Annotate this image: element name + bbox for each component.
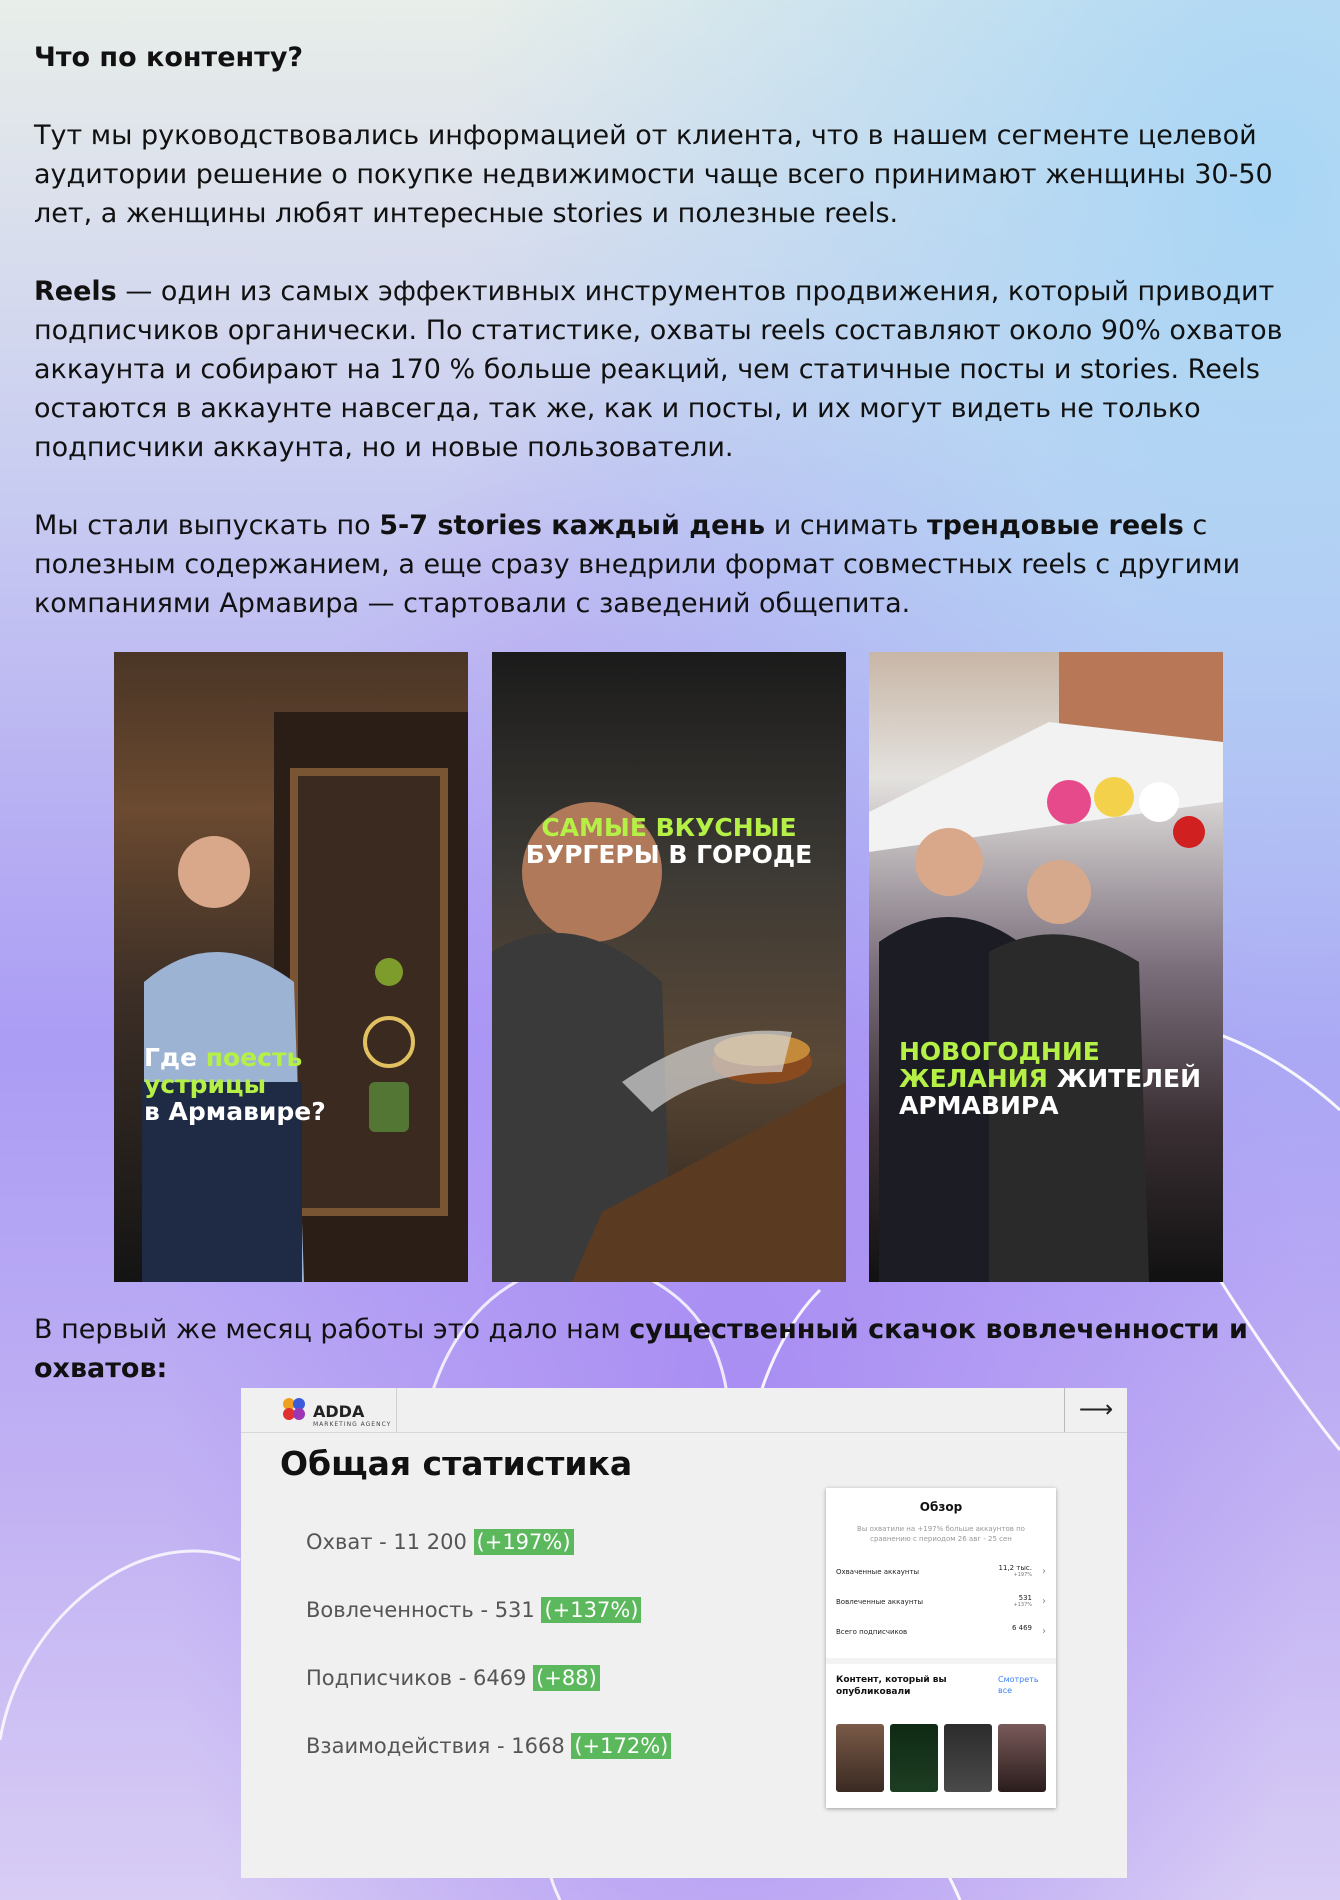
overview-row-value <box>1014 1594 1032 1608</box>
overview-row-label: Вовлеченные аккаунты <box>836 1598 924 1606</box>
overview-row-value <box>1012 1624 1032 1632</box>
overview-row-reach[interactable] <box>836 1564 1046 1586</box>
reel-new-year-scene <box>869 652 1223 1282</box>
stat-badge: (+172%) <box>571 1733 671 1759</box>
stat-badge: (+197%) <box>474 1529 574 1555</box>
reel-new-year[interactable] <box>869 652 1223 1282</box>
overview-subtitle: Вы охватили на +197% больше аккаунтов по сравнению с периодом 26 авг - 25 сен <box>857 1525 1025 1543</box>
reel-burgers-caption <box>492 814 846 868</box>
results-bold: существенный скачок вовлеченности и охватов: <box>34 1314 1248 1384</box>
reel-burgers-scene <box>492 652 846 1282</box>
caption-line: БУРГЕРЫ В ГОРОДЕ <box>525 840 813 869</box>
overview-separator <box>826 1658 1056 1664</box>
content-thumbnail[interactable] <box>836 1724 884 1792</box>
header-divider <box>396 1388 397 1432</box>
chevron-right-icon: › <box>1042 1596 1046 1607</box>
stat-label: Подписчиков - 6469 <box>306 1666 534 1690</box>
strategy-bold-reels: трендовые reels <box>927 510 1184 541</box>
overview-title: Обзор <box>919 1500 963 1514</box>
chevron-right-icon: › <box>1042 1566 1046 1577</box>
chevron-right-icon: › <box>1042 1626 1046 1637</box>
overview-value: 6 469 <box>1011 1624 1032 1632</box>
overview-delta: +137% <box>1013 1602 1032 1608</box>
overview-delta: +197% <box>1013 1572 1032 1578</box>
caption-highlight: устрицы <box>144 1070 267 1099</box>
reel-oysters[interactable] <box>114 652 468 1282</box>
reels-description: — один из самых эффективных инструментов продвижения, который приводит подписчиков органически. По статистике, охваты reels составляют около 90% охватов аккаунта и собирают на 170 % больше реакций, чем статичные посты и stories. Reels остаются в аккаунте навсегда, так же, как и посты, и их могут видеть не только подписчики аккаунта, но и новые пользователи. <box>34 276 1283 463</box>
caption-highlight: САМЫЕ ВКУСНЫЕ <box>541 813 797 842</box>
reel-oysters-scene <box>114 652 468 1282</box>
instagram-overview-screenshot <box>826 1488 1056 1808</box>
caption-line: АРМАВИРА <box>899 1091 1059 1120</box>
stats-header-bar <box>241 1388 1127 1433</box>
reels-term: Reels <box>34 276 117 307</box>
stat-badge: (+137%) <box>541 1597 641 1623</box>
stats-title: Общая статистика <box>280 1444 633 1483</box>
content-thumbnail[interactable] <box>890 1724 938 1792</box>
overview-row-label: Всего подписчиков <box>836 1628 908 1636</box>
strategy-text-3: с полезным содержанием, а еще сразу внедрили формат совместных reels с другими компаниями Армавира — стартовали с заведений общепита. <box>34 510 1241 619</box>
overview-row-engaged[interactable] <box>836 1594 1046 1616</box>
reel-new-year-caption <box>899 1038 1201 1119</box>
overview-value: 11,2 тыс. <box>998 1564 1032 1572</box>
stat-label: Взаимодействия - 1668 <box>306 1734 572 1758</box>
content-thumbnail[interactable] <box>944 1724 992 1792</box>
caption-highlight: ЖЕЛАНИЯ <box>899 1064 1048 1093</box>
logo-subtitle: MARKETING AGENCY <box>313 1421 392 1428</box>
reel-burgers[interactable] <box>492 652 846 1282</box>
stat-label: Вовлеченность - 531 <box>306 1598 542 1622</box>
logo-text: ADDA <box>313 1402 365 1421</box>
next-arrow-button[interactable]: ⟶ <box>1064 1388 1127 1432</box>
strategy-text-1: Мы стали выпускать по <box>34 510 380 541</box>
overview-see-all-link[interactable]: Смотреть все <box>998 1675 1039 1695</box>
content-thumbnail[interactable] <box>998 1724 1046 1792</box>
stat-interactions <box>306 1734 671 1758</box>
stat-followers <box>306 1666 600 1690</box>
section-heading: Что по контенту? <box>34 42 304 73</box>
caption-highlight: НОВОГОДНИЕ <box>899 1037 1100 1066</box>
caption-highlight: поесть <box>205 1043 303 1072</box>
paragraph-results <box>34 1310 1314 1388</box>
adda-logo-icon <box>281 1396 307 1422</box>
strategy-bold-stories: 5-7 stories каждый день <box>379 510 766 541</box>
statistics-card <box>241 1388 1127 1878</box>
overview-row-label: Охваченные аккаунты <box>836 1568 920 1576</box>
results-text: В первый же месяц работы это дало нам <box>34 1314 630 1345</box>
paragraph-audience: Тут мы руководствовались информацией от клиента, что в нашем сегменте целевой аудитории решение о покупке недвижимости чаще всего принимают женщины 30-50 лет, а женщины любят интересные stories и полезные reels. <box>34 120 1273 229</box>
caption-line: Где <box>144 1043 206 1072</box>
paragraph-strategy <box>34 506 1314 623</box>
overview-value: 531 <box>1018 1594 1032 1602</box>
strategy-text-2: и снимать <box>765 510 928 541</box>
adda-logo <box>281 1396 392 1428</box>
paragraph-reels <box>34 272 1314 467</box>
stat-engagement <box>306 1598 641 1622</box>
caption-line: ЖИТЕЛЕЙ <box>1047 1064 1202 1093</box>
stat-reach <box>306 1530 574 1554</box>
reel-oysters-caption <box>144 1044 326 1125</box>
overview-content-title: Контент, который вы опубликовали <box>836 1675 947 1697</box>
stat-label: Охват - 11 200 <box>306 1530 474 1554</box>
caption-line: в Армавире? <box>144 1097 326 1126</box>
overview-row-value <box>999 1564 1033 1578</box>
stat-badge: (+88) <box>533 1665 600 1691</box>
overview-row-followers[interactable] <box>836 1624 1046 1646</box>
